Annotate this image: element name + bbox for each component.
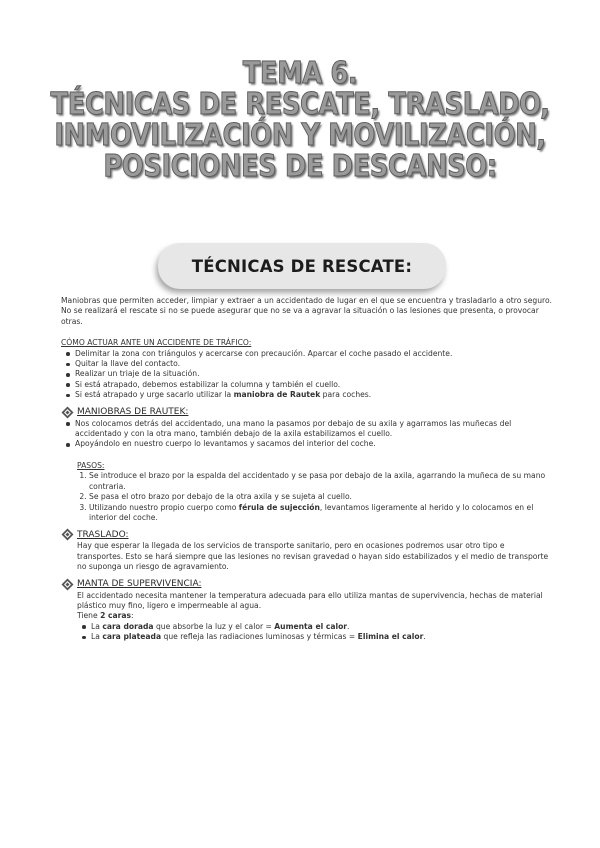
list-item	[91, 632, 553, 642]
list-item: Delimitar la zona con triángulos y acercarse con precaución. Aparcar el coche pasado el accidente.	[75, 349, 553, 359]
list-item-bold: Elimina el calor	[357, 632, 424, 642]
manta-heading: MANTA DE SUPERVIVENCIA:	[77, 578, 202, 589]
pasos-list	[77, 471, 553, 523]
title-line-1: TEMA 6.	[242, 56, 358, 91]
page-title	[0, 58, 600, 182]
intro-paragraph-1: Maniobras que permiten acceder, limpiar y extraer a un accidentado de lugar en el que se encuentra y trasladarlo a otro seguro.	[61, 296, 552, 305]
list-item-text: , levantamos ligeramente al herido y lo colocamos en el interior del coche.	[89, 502, 534, 522]
list-item	[91, 622, 553, 632]
manta-tiene	[77, 611, 553, 621]
document-body	[61, 296, 553, 643]
list-item: Si está atrapado, debemos estabilizar la columna y también el cuello.	[75, 380, 553, 390]
traslado-heading: TRASLADO:	[77, 529, 129, 540]
pasos-heading: PASOS:	[77, 460, 105, 470]
rhombus-bullet-icon	[61, 528, 74, 541]
list-item-text: para coches.	[320, 390, 372, 400]
rhombus-bullet-icon	[61, 406, 74, 419]
manta-tiene-bold: 2 caras	[100, 611, 132, 621]
manta-section-head	[61, 578, 553, 591]
list-item-bold: cara dorada	[102, 621, 154, 631]
list-item-text: Si está atrapado y urge sacarlo utilizar la	[75, 390, 234, 400]
list-item-text: La	[91, 621, 103, 631]
intro-paragraph-2: No se realizará el rescate si no se puede asegurar que no se va a agravar la situación o las lesiones que presenta, o provocar otras.	[61, 306, 539, 326]
manta-list	[77, 622, 553, 643]
list-item-text: que absorbe la luz y el calor =	[153, 621, 275, 631]
list-item	[89, 503, 553, 524]
traslado-section-head	[61, 528, 553, 541]
list-item-bold: maniobra de Rautek	[233, 390, 321, 400]
rautek-section-head	[61, 406, 553, 419]
manta-tiene-text: Tiene	[77, 611, 101, 621]
list-item: Apoyándolo en nuestro cuerpo lo levantamos y sacamos del interior del coche.	[75, 439, 553, 449]
title-line-4: POSICIONES DE DESCANSO:	[103, 149, 497, 184]
accidente-heading: CÓMO ACTUAR ANTE UN ACCIDENTE DE TRÁFICO:	[61, 338, 252, 348]
list-item-bold: cara plateada	[102, 632, 162, 642]
title-line-3: INMOVILIZACIÓN Y MOVILIZACIÓN,	[54, 118, 546, 153]
rautek-heading: MANIOBRAS DE RAUTEK:	[77, 406, 189, 417]
rhombus-bullet-icon	[61, 578, 74, 591]
traslado-paragraph: Hay que esperar la llegada de los servicios de transporte sanitario, pero en ocasiones podremos usar otro tipo e transportes. Esto se hará siempre que las lesiones no revisan gravedad o hayan sido estabilizados y el medio de transporte no suponga un riesgo de agravamiento.	[77, 541, 549, 572]
title-line-2: TÉCNICAS DE RESCATE, TRASLADO,	[50, 87, 550, 122]
list-item-text: Utilizando nuestro propio cuerpo como	[89, 502, 239, 512]
list-item-text: La	[91, 632, 103, 642]
list-item: 1. Se introduce el brazo por la espalda del accidentado y se pasa por debajo de la axila, agarrando la muñeca de su mano contraria.	[89, 471, 553, 492]
rautek-list	[61, 419, 553, 450]
list-item: 2. Se pasa el otro brazo por debajo de la otra axila y se sujeta al cuello.	[89, 492, 553, 502]
list-item-bold: Aumenta el calor	[274, 621, 348, 631]
accidente-list	[61, 349, 553, 401]
list-item	[75, 390, 553, 400]
list-item-bold: férula de sujección	[238, 502, 320, 512]
list-item-text: .	[423, 632, 426, 642]
list-item-text: .	[347, 621, 350, 631]
list-item-text: que refleja las radiaciones luminosas y térmicas =	[161, 632, 358, 642]
section-pill	[158, 243, 446, 289]
manta-tiene-text: :	[131, 611, 134, 621]
list-item: Realizar un triaje de la situación.	[75, 369, 553, 379]
section-pill-label: TÉCNICAS DE RESCATE:	[191, 256, 413, 276]
list-item: Quitar la llave del contacto.	[75, 359, 553, 369]
manta-paragraph: El accidentado necesita mantener la temperatura adecuada para ello utiliza mantas de supervivencia, hechas de material plástico muy fino, ligero e impermeable al agua.	[77, 590, 543, 610]
list-item: Nos colocamos detrás del accidentado, una mano la pasamos por debajo de su axila y agarramos las muñecas del accidentado y con la otra mano, también debajo de la axila estabilizamos el cuello.	[75, 419, 553, 440]
